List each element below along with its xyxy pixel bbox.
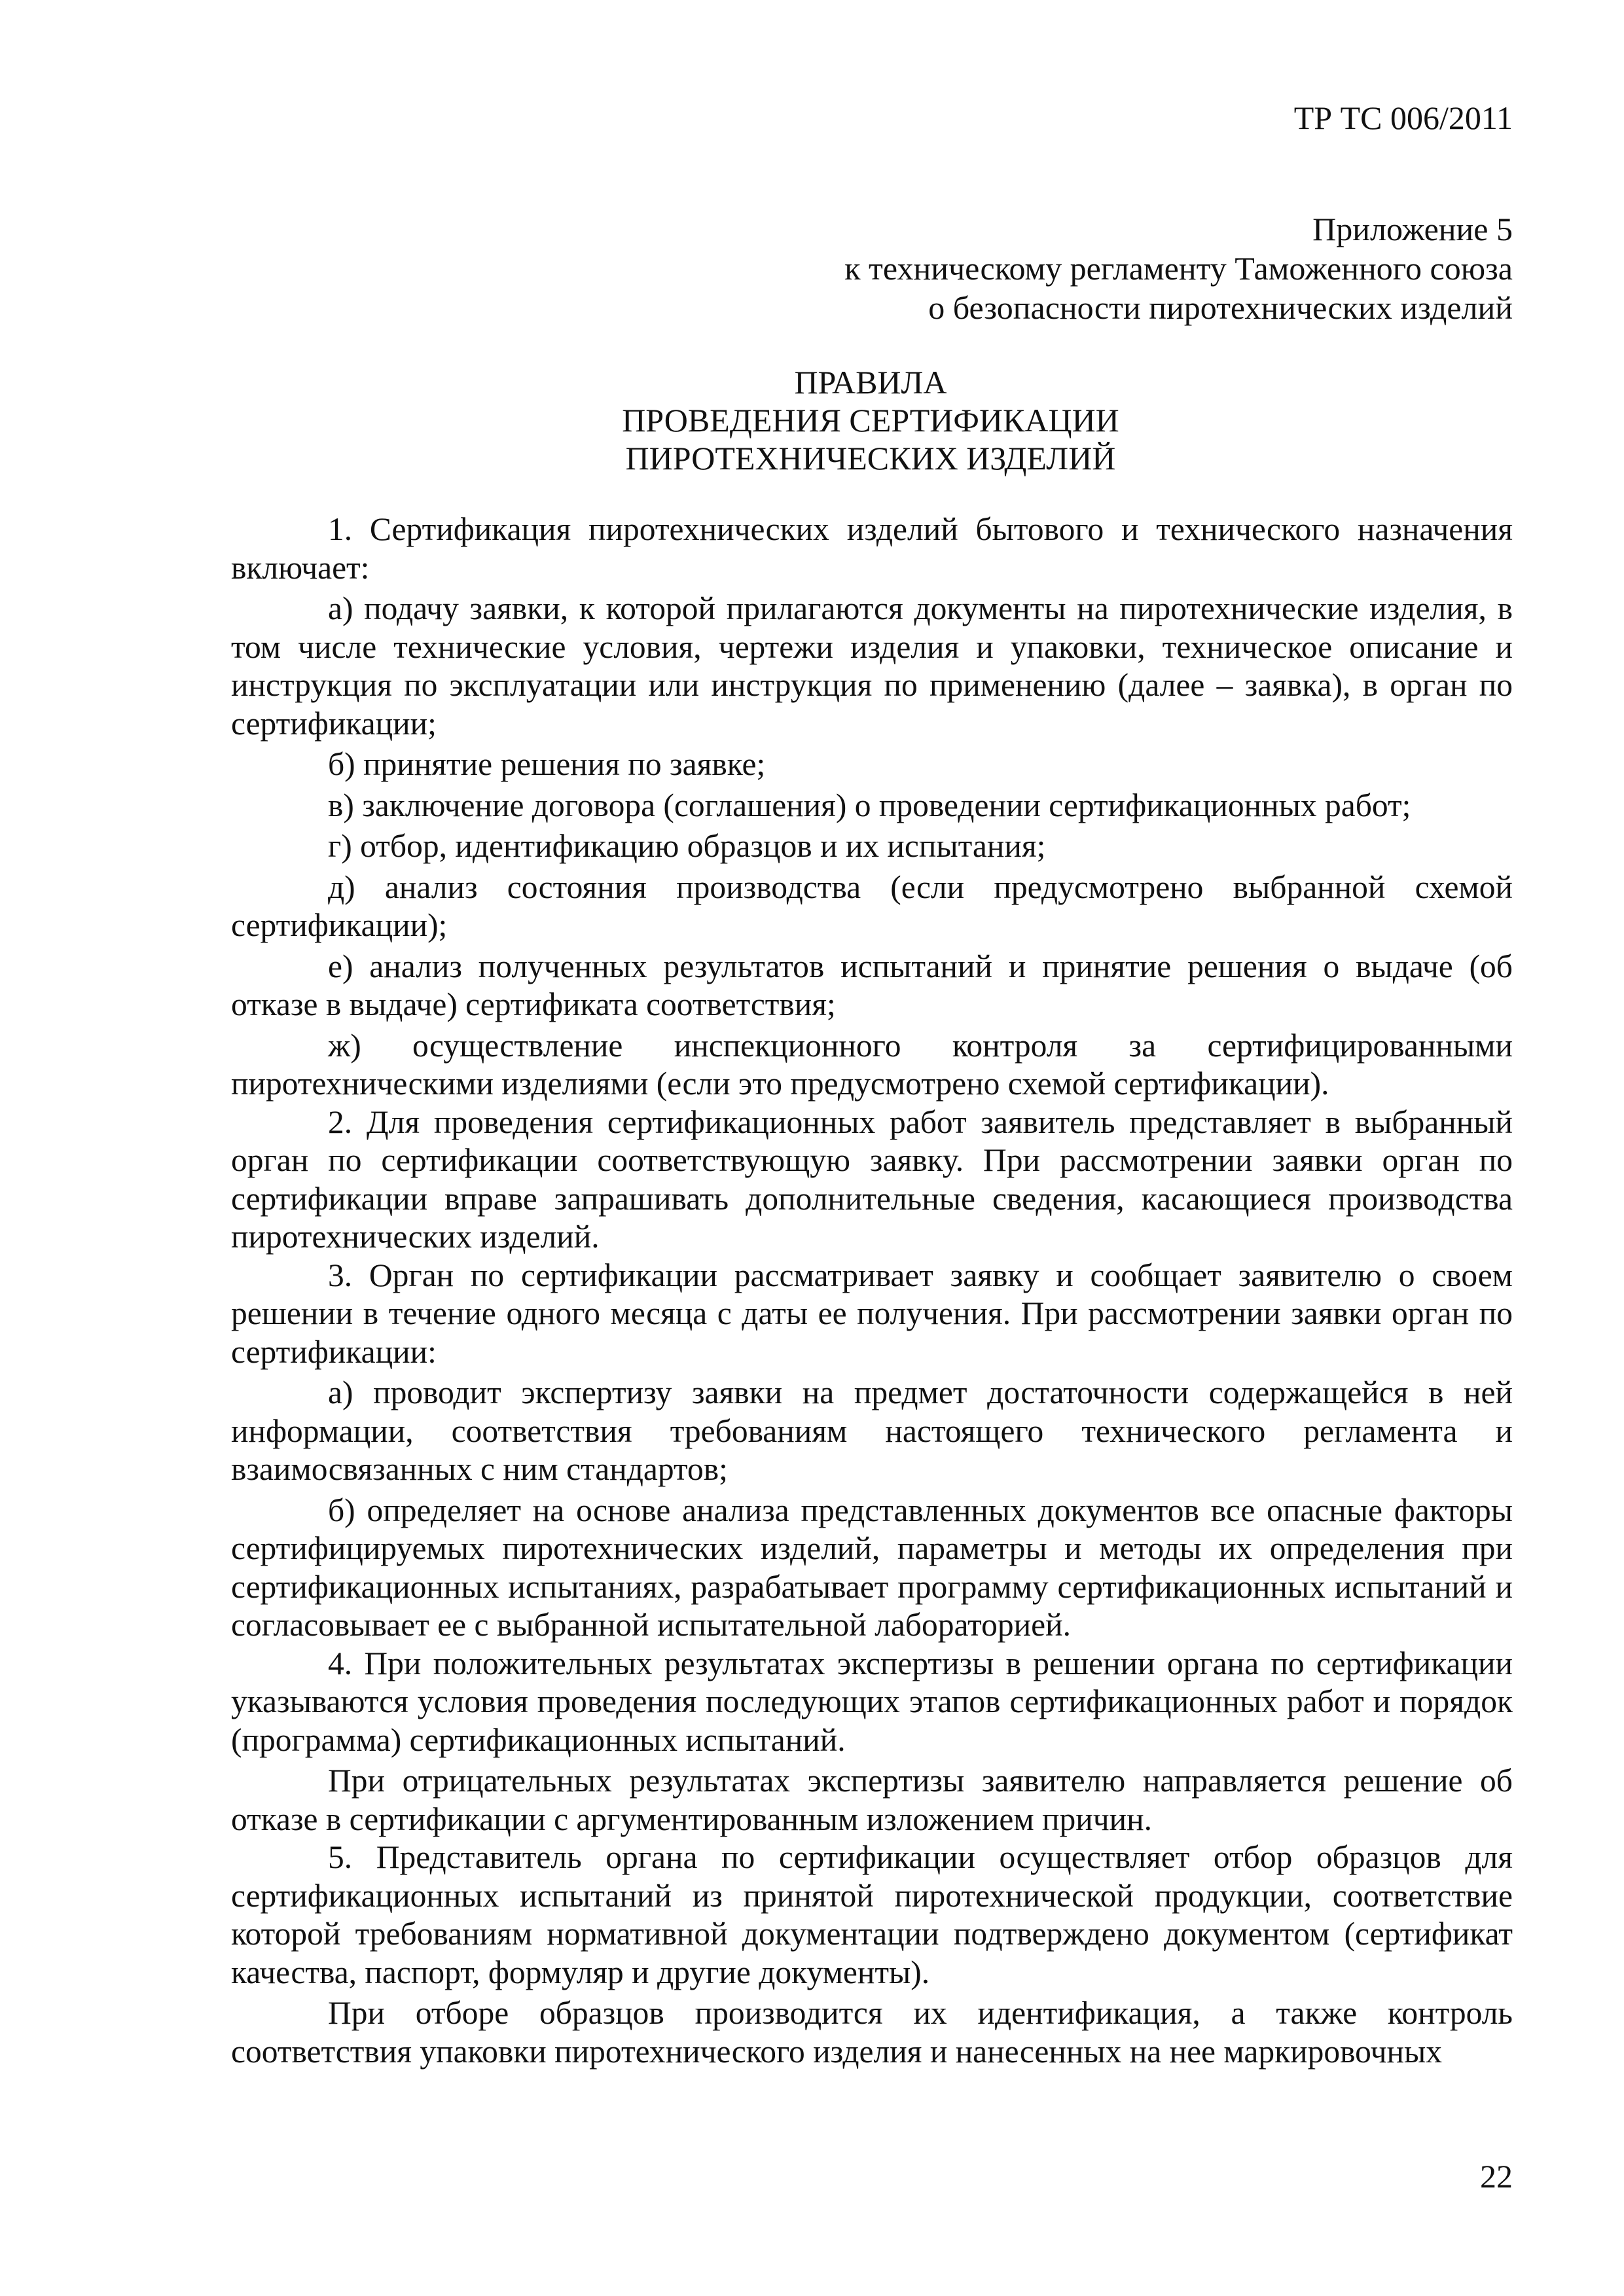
title-line-2: ПРОВЕДЕНИЯ СЕРТИФИКАЦИИ: [622, 402, 1119, 439]
paragraph-4: 4. При положительных результатах экспертизы в решении органа по сертификации указываются условия проведения последующих этапов сертификационных работ и порядок (программа) сертификационных испытаний.: [231, 1645, 1513, 1758]
paragraph-1g: ж) осуществление инспекционного контроля за сертифицированными пиротехническими изделиями (если это предусмотрено схемой сертификации).: [231, 1027, 1513, 1102]
appendix-line-3: о безопасности пиротехнических изделий: [928, 289, 1513, 326]
paragraph-4-continued: При отрицательных результатах экспертизы заявителю направляется решение об отказе в сертификации с аргументированным изложением причин.: [231, 1763, 1513, 1837]
paragraph-1c: в) заключение договора (соглашения) о проведении сертификационных работ;: [328, 787, 1411, 823]
paragraph-5: 5. Представитель органа по сертификации осуществляет отбор образцов для сертификационных испытаний из принятой пиротехнической продукции, соответствие которой требованиям нормативной документации подтверждено документом (сертификат качества, паспорт, формуляр и другие документы).: [231, 1839, 1513, 1990]
document-body: [231, 511, 1513, 2071]
paragraph-3a: а) проводит экспертизу заявки на предмет достаточности содержащейся в ней информации, соответствия требованиям настоящего технического регламента и взаимосвязанных с ним стандартов;: [231, 1374, 1513, 1487]
paragraph-1: 1. Сертификация пиротехнических изделий бытового и технического назначения включает:: [231, 511, 1513, 586]
paragraph-1b: б) принятие решения по заявке;: [328, 746, 766, 782]
title-line-3: ПИРОТЕХНИЧЕСКИХ ИЗДЕЛИЙ: [625, 440, 1116, 476]
document-code: ТР ТС 006/2011: [1293, 99, 1513, 136]
title-line-1: ПРАВИЛА: [794, 364, 947, 401]
paragraph-1e: д) анализ состояния производства (если предусмотрено выбранной схемой сертификации);: [231, 869, 1513, 943]
appendix-line-2: к техническому регламенту Таможенного союза: [844, 250, 1513, 287]
appendix-line-1: Приложение 5: [1312, 211, 1513, 247]
paragraph-1a: а) подачу заявки, к которой прилагаются документы на пиротехнические изделия, в том числе технические условия, чертежи изделия и упаковки, техническое описание и инструкция по эксплуатации или инструкция по применению (далее – заявка), в орган по сертификации;: [231, 590, 1513, 742]
page-number: 22: [1480, 2158, 1513, 2195]
document-title: [229, 363, 1512, 477]
paragraph-2: 2. Для проведения сертификационных работ заявитель представляет в выбранный орган по сертификации соответствующую заявку. При рассмотрении заявки орган по сертификации вправе запрашивать дополнительные сведения, касающиеся производства пиротехнических изделий.: [231, 1103, 1513, 1255]
paragraph-1d: г) отбор, идентификацию образцов и их испытания;: [328, 828, 1046, 864]
paragraph-1f: е) анализ полученных результатов испытаний и принятие решения о выдаче (об отказе в выдаче) сертификата соответствия;: [231, 948, 1513, 1022]
paragraph-3: 3. Орган по сертификации рассматривает заявку и сообщает заявителю о своем решении в течение одного месяца с даты ее получения. При рассмотрении заявки орган по сертификации:: [231, 1257, 1513, 1370]
paragraph-5-continued: При отборе образцов производится их идентификация, а также контроль соответствия упаковки пиротехнического изделия и нанесенных на нее маркировочных: [231, 1995, 1513, 2070]
appendix-reference: [844, 209, 1513, 327]
paragraph-3b: б) определяет на основе анализа представленных документов все опасные факторы сертифицируемых пиротехнических изделий, параметры и методы их определения при сертификационных испытаниях, разрабатывает программу сертификационных испытаний и согласовывает ее с выбранной испытательной лабораторией.: [231, 1492, 1513, 1643]
